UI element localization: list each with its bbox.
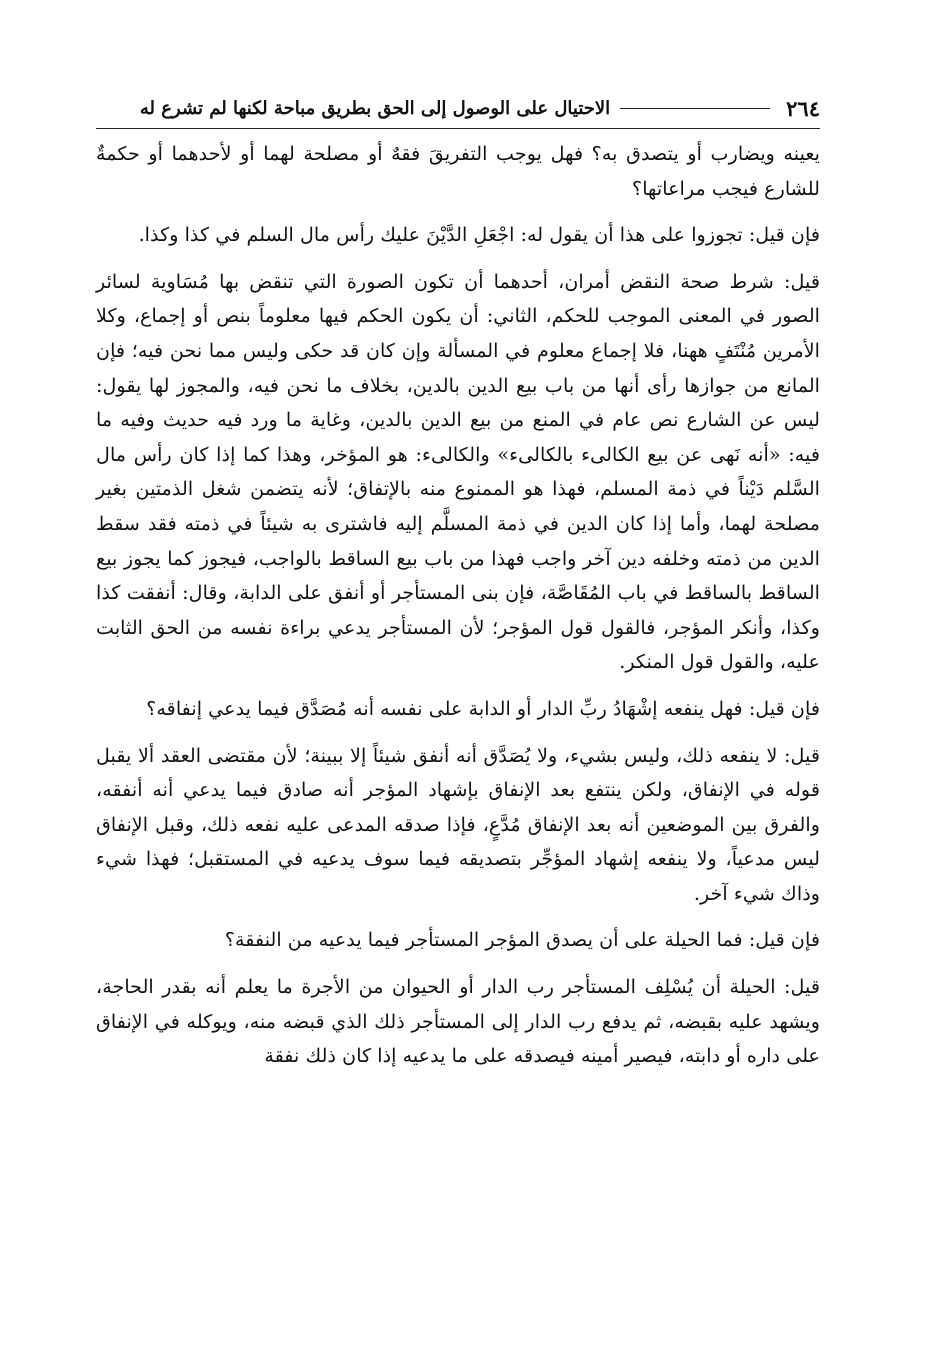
running-header	[96, 88, 820, 129]
paragraph: فإن قيل: فهل ينفعه إشْهَادُ ربِّ الدار أو الدابة على نفسه أنه مُصَدَّق فيما يدعي إنفاقه؟	[146, 696, 820, 720]
page-body	[96, 137, 820, 1074]
paragraph: قيل: شرط صحة النقض أمران، أحدهما أن تكون الصورة التي تنقض بها مُسَاوية لسائر الصور في المعنى الموجب للحكم، الثاني: أن يكون الحكم فيها معلوماً بنص أو إجماع، وكلا الأمرين مُنْتَفٍ ههنا، فلا إجماع معلوم في المسألة وإن كان قد حكى وليس مما نحن فيه؛ فإن المانع من جوازها رأى أنها من باب بيع الدين بالدين، بخلاف ما نحن فيه، والمجوز لها يقول: ليس عن الشارع نص عام في المنع من بيع الدين بالدين، وغاية ما ورد فيه حديث وفيه ما فيه: «أنه نَهى عن بيع الكالىء بالكالىء» والكالىء: هو المؤخر، وهذا كما إذا كان رأس مال السَّلم دَيْناً في ذمة المسلم، فهذا هو الممنوع منه بالإتفاق؛ لأنه يتضمن شغل الذمتين بغير مصلحة لهما، وأما إذا كان الدين في ذمة المسلَّم إليه فاشترى به شيئاً في ذمته فقد سقط الدين من ذمته وخلفه دين آخر واجب فهذا من باب بيع الساقط بالواجب، فيجوز كما يجوز بيع الساقط بالساقط في باب المُقَاصَّة، فإن بنى المستأجر أو أنفق على الدابة، وقال: أنفقت كذا وكذا، وأنكر المؤجر، فالقول قول المؤجر؛ لأن المستأجر يدعي براءة نفسه من الحق الثابت عليه، والقول قول المنكر.	[96, 269, 820, 674]
book-page	[96, 88, 820, 1086]
paragraph: قيل: الحيلة أن يُسْلِف المستأجر رب الدار أو الحيوان من الأجرة ما يعلم أنه بقدر الحاجة، ويشهد عليه بقبضه، ثم يدفع رب الدار إلى المستأجر ذلك الذي قبضه منه، ويوكله في الإنفاق على داره أو دابته، فيصير أمينه فيصدقه على ما يدعيه إذا كان ذلك نفقة	[96, 975, 820, 1068]
paragraph: فإن قيل: تجوزوا على هذا أن يقول له: اجْعَلِ الدَّيْنَ عليك رأس مال السلم في كذا وكذا.	[138, 223, 820, 247]
paragraph: فإن قيل: فما الحيلة على أن يصدق المؤجر المستأجر فيما يدعيه من النفقة؟	[224, 928, 820, 952]
running-title: الاحتيال على الوصول إلى الحق بطريق مباحة لكنها لم تشرع له	[139, 97, 611, 119]
page-number: ٢٦٤	[786, 95, 820, 121]
header-rule	[620, 108, 770, 109]
paragraph: يعينه ويضارب أو يتصدق به؟ فهل يوجب التفريقَ فقهٌ أو مصلحة لهما أو لأحدهما أو حكمةٌ للشارع فيجب مراعاتها؟	[96, 142, 820, 200]
paragraph: قيل: لا ينفعه ذلك، وليس بشيء، ولا يُصَدَّق أنه أنفق شيئاً إلا ببينة؛ لأن مقتضى العقد ألا يقبل قوله في الإنفاق، ولكن ينتفع بعد الإنفاق بإشهاد المؤجر أنه صادق فيما يدعي أنه أنفقه، والفرق بين الموضعين أنه بعد الإنفاق مُدَّعٍ، فإذا صدقه المدعى عليه نفعه ذلك، وقبل الإنفاق ليس مدعياً، ولا ينفعه إشهاد المؤجِّر بتصديقه فيما سوف يدعيه في المستقبل؛ فهذا شيء وذاك شيء آخر.	[96, 743, 820, 905]
